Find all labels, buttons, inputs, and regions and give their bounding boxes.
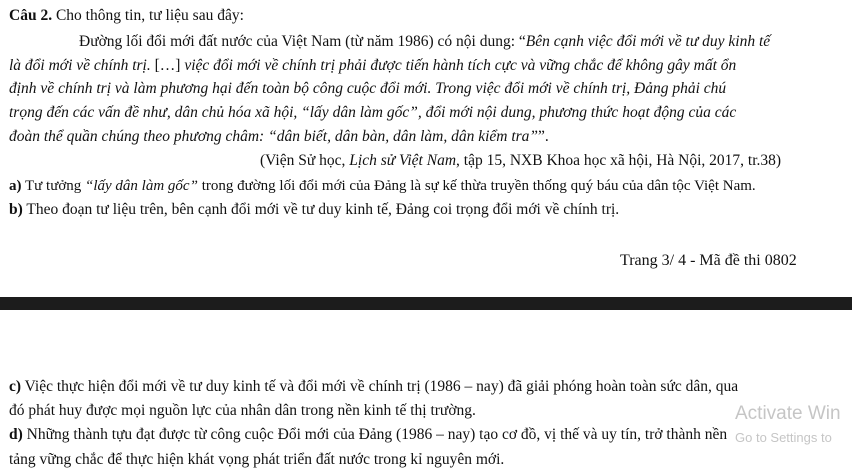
statement-d-line-1 (9, 425, 727, 445)
citation (260, 151, 781, 171)
statement-c-label: c) (9, 378, 22, 395)
statement-c-line-1 (9, 377, 738, 397)
passage-line-4: trọng đến các vấn đề như, dân chủ hóa xã hội, “lấy dân làm gốc”, đổi mới nội dung, phương thức hoạt động của các (9, 104, 737, 121)
passage-line-3: định về chính trị và làm phương hại đến toàn bộ công cuộc đổi mới. Trong việc đổi mới về chính trị, Đảng phải chú (9, 80, 727, 97)
statement-a-text: Tư tưởng (21, 178, 86, 194)
statement-a-quote: “lấy dân làm gốc” (85, 178, 198, 194)
statement-b (9, 200, 619, 220)
question-number: Câu 2. (9, 7, 53, 24)
passage-line-5 (9, 127, 549, 147)
passage-line-5-quote: đoàn thể quần chúng theo phương châm: “dân biết, dân bàn, dân làm, dân kiểm tra” (9, 128, 539, 145)
passage-line-2-quote-a: là đổi mới về chính trị. (9, 57, 155, 74)
activation-watermark-title: Activate Win (735, 403, 841, 424)
passage-line-2-quote-b: việc đổi mới về chính trị phải được tiến hành tích cực và vững chắc để không gây mất ổn (180, 57, 737, 74)
statement-d-text: Những thành tựu đạt được từ công cuộc Đổi mới của Đảng (1986 – nay) tạo cơ đồ, vị thế và uy tín, trở thành nền (22, 426, 728, 443)
statement-b-label: b) (9, 201, 23, 218)
passage-line-5-close: ”. (538, 128, 549, 145)
question-intro: Cho thông tin, tư liệu sau đây: (52, 7, 244, 24)
passage-line-2 (9, 56, 736, 76)
statement-a-text-end: trong đường lối đổi mới của Đảng là sự kế thừa truyền thống quý báu của dân tộc Việt Nam. (197, 178, 756, 194)
activation-watermark-subtitle: Go to Settings to (735, 430, 832, 445)
citation-suffix: , tập 15, NXB Khoa học xã hội, Hà Nội, 2017, tr.38) (456, 152, 782, 169)
page-break-divider (0, 297, 852, 310)
statement-a-label: a) (9, 178, 22, 194)
passage-line-1-text: Đường lối đổi mới đất nước của Việt Nam (từ năm 1986) có nội dung: “ (79, 33, 526, 50)
passage-ellipsis: […] (154, 57, 181, 74)
citation-prefix: (Viện Sử học, (260, 152, 350, 169)
statement-d-label: d) (9, 426, 23, 443)
statement-b-text: Theo đoạn tư liệu trên, bên cạnh đổi mới về tư duy kinh tế, Đảng coi trọng đổi mới về chính trị. (22, 201, 620, 218)
page-footer: Trang 3/ 4 - Mã đề thi 0802 (620, 252, 797, 269)
question-heading (9, 6, 244, 26)
citation-title: Lịch sử Việt Nam (349, 152, 457, 169)
statement-c-text: Việc thực hiện đổi mới về tư duy kinh tế và đổi mới về chính trị (1986 – nay) đã giải phóng hoàn toàn sức dân, qua (21, 378, 739, 395)
passage-line-1-quote: Bên cạnh việc đổi mới về tư duy kinh tế (525, 33, 771, 50)
statement-c-line-2: đó phát huy được mọi nguồn lực của nhân dân trong nền kinh tế thị trường. (9, 402, 476, 419)
statement-a (9, 176, 756, 196)
passage-line-1 (79, 32, 820, 52)
statement-d-line-2: tảng vững chắc để thực hiện khát vọng phát triển đất nước trong kỉ nguyên mới. (9, 451, 505, 468)
